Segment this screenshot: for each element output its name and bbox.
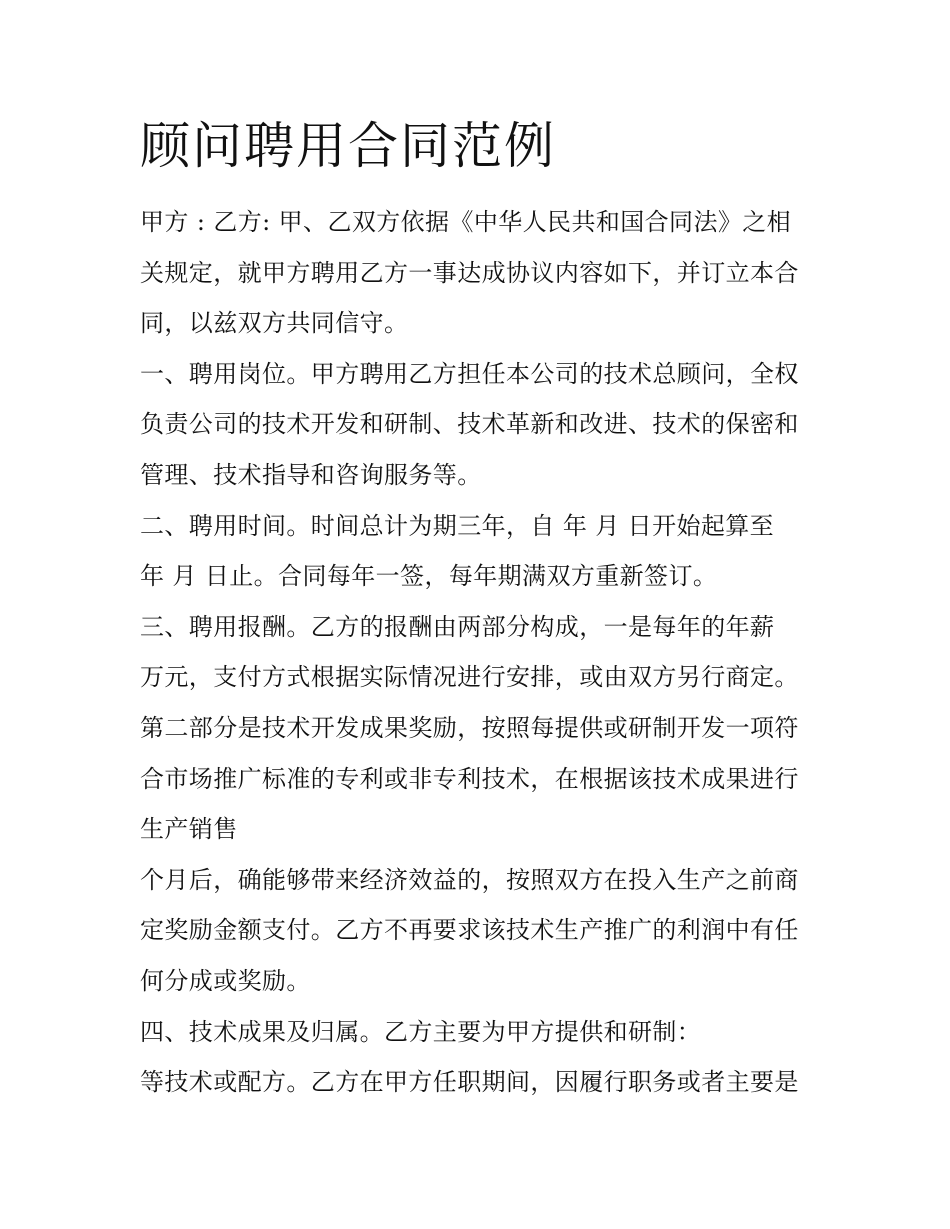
body-line: 生产销售 — [140, 815, 238, 844]
body-line: 何分成或奖励。 — [140, 966, 311, 995]
body-line: 第二部分是技术开发成果奖励，按照每提供或研制开发一项符 — [140, 713, 799, 742]
body-line: 万元，支付方式根据实际情况进行安排，或由双方另行商定。 — [140, 663, 799, 692]
body-line: 定奖励金额支付。乙方不再要求该技术生产推广的利润中有任 — [140, 916, 799, 945]
body-line: 四、技术成果及归属。乙方主要为甲方提供和研制： — [140, 1017, 702, 1046]
body-line: 甲方 : 乙方: 甲、乙双方依据《中华人民共和国合同法》之相 — [140, 208, 792, 236]
document-title: 顾问聘用合同范例 — [140, 117, 556, 175]
body-line: 三、聘用报酬。乙方的报酬由两部分构成，一是每年的年薪 — [140, 612, 775, 641]
body-line: 个月后，确能够带来经济效益的，按照双方在投入生产之前商 — [140, 865, 799, 894]
body-line: 同，以兹双方共同信守。 — [140, 309, 409, 338]
body-line: 合市场推广标准的专利或非专利技术，在根据该技术成果进行 — [140, 764, 799, 793]
body-line: 等技术或配方。乙方在甲方任职期间，因履行职务或者主要是 — [140, 1068, 799, 1097]
document-body — [140, 200, 830, 1111]
body-line: 负责公司的技术开发和研制、技术革新和改进、技术的保密和 — [140, 410, 799, 439]
body-line: 一、聘用岗位。甲方聘用乙方担任本公司的技术总顾问，全权 — [140, 359, 799, 388]
body-line: 管理、技术指导和咨询服务等。 — [140, 460, 482, 489]
body-line: 关规定，就甲方聘用乙方一事达成协议内容如下，并订立本合 — [140, 258, 799, 287]
body-line: 二、聘用时间。时间总计为期三年，自 年 月 日开始起算至 — [140, 511, 775, 540]
body-line: 年 月 日止。合同每年一签，每年期满双方重新签订。 — [140, 562, 718, 591]
